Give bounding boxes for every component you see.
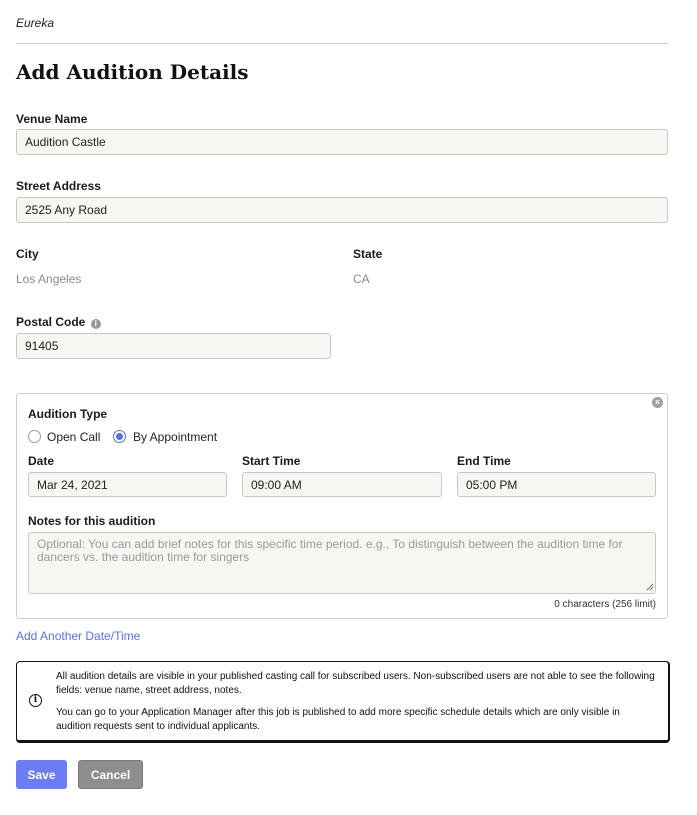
venue-name-label: Venue Name xyxy=(16,112,88,126)
save-button[interactable]: Save xyxy=(16,760,67,789)
end-time-input[interactable]: 05:00 PM xyxy=(457,472,656,497)
city-value: Los Angeles xyxy=(16,272,82,286)
venue-name-input[interactable]: Audition Castle xyxy=(16,129,668,155)
date-label: Date xyxy=(28,454,55,468)
header-divider xyxy=(16,43,668,44)
audition-type-label: Audition Type xyxy=(28,407,108,421)
close-icon[interactable]: × xyxy=(652,397,663,408)
notes-textarea[interactable]: Optional: You can add brief notes for this specific time period. e.g., To distinguish between the audition time for dancers vs. the audition time for singers xyxy=(28,532,656,594)
state-value: CA xyxy=(353,272,370,286)
postal-code-input[interactable]: 91405 xyxy=(16,333,331,359)
postal-code-label-row xyxy=(16,315,101,329)
resize-handle-icon[interactable] xyxy=(646,583,654,591)
start-time-label: Start Time xyxy=(242,454,301,468)
by-appointment-label[interactable]: By Appointment xyxy=(133,430,218,444)
notes-label: Notes for this audition xyxy=(28,514,156,528)
by-appointment-radio[interactable] xyxy=(113,430,126,443)
page-title: Add Audition Details xyxy=(16,60,249,84)
notice-text-application-manager: You can go to your Application Manager after this job is published to add more specific schedule details which are only visible in audition requests sent to individual applicants. xyxy=(56,707,620,732)
app-name: Eureka xyxy=(16,16,55,30)
street-address-label: Street Address xyxy=(16,179,101,193)
end-time-label: End Time xyxy=(457,454,511,468)
postal-code-label: Postal Code xyxy=(16,315,86,329)
info-icon[interactable]: i xyxy=(91,319,101,329)
open-call-label[interactable]: Open Call xyxy=(47,430,101,444)
character-count: 0 characters (256 limit) xyxy=(554,599,656,610)
street-address-input[interactable]: 2525 Any Road xyxy=(16,197,668,223)
city-label: City xyxy=(16,247,39,261)
start-time-input[interactable]: 09:00 AM xyxy=(242,472,442,497)
date-input[interactable]: Mar 24, 2021 xyxy=(28,472,227,497)
notice-text-subscribers: All audition details are visible in your published casting call for subscribed users. Non-subscribed users are not able to see the following fields: venue name, street address, notes. xyxy=(56,671,655,696)
info-icon: i xyxy=(29,694,42,707)
add-another-date-link[interactable]: Add Another Date/Time xyxy=(16,629,141,643)
open-call-radio[interactable] xyxy=(28,430,41,443)
cancel-button[interactable]: Cancel xyxy=(78,760,143,789)
state-label: State xyxy=(353,247,383,261)
